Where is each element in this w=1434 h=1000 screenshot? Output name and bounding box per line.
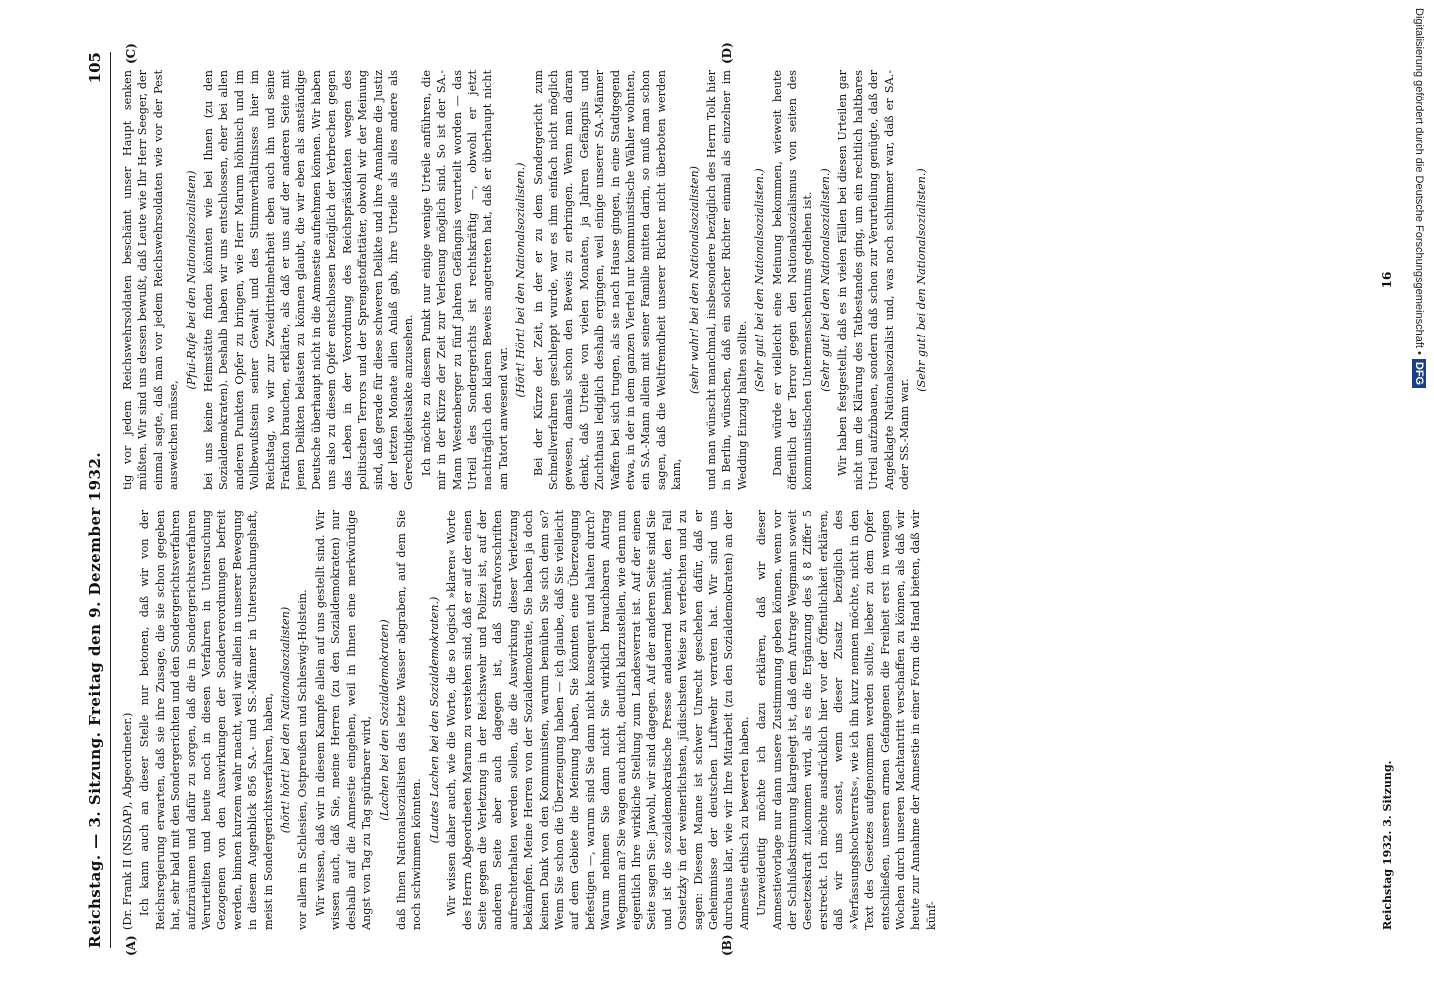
margin-letter-b: (B): [720, 934, 734, 956]
margin-letter-d: (D): [720, 42, 734, 64]
scanned-page: [80, 40, 1410, 960]
paragraph: und man wünscht manchmal, insbesondere bezüglich des Herrn Tolk hier in Berlin, wünschen, daß ein solcher Richter einmal als einzelner im Wedding Einzug halten sollte.: [705, 70, 749, 490]
interjection: (Lachen bei den Sozialdemokraten): [377, 619, 391, 821]
interjection: (Sehr gut! bei den Nationalsozialisten.): [818, 168, 832, 392]
paragraph: Dann würde er vielleicht eine Meinung bekommen, wieweit heute öffentlich der Terror gegen den Nationalsozialismus von seiten des kommunistischen Untermenschentums gediehen ist.: [770, 70, 815, 490]
page-number: 105: [86, 52, 104, 84]
interjection: (Sehr gut! bei den Nationalsozialisten.): [753, 168, 767, 392]
footer-signature: Reichstag 1932. 3. Sitzung.: [1381, 760, 1394, 930]
paragraph: Ich möchte zu diesem Punkt nur einige wenige Urteile anführen, die mir in der Kürze der Zeit zur Verlesung möglich sind. So ist der SA.-Mann Westenberger zu fünf Jahren Gefängnis verurteilt worden — das Urteil des Sondergerichts ist rechtskräftig —, obwohl er jetzt nachträglich den klaren Beweis angetreten hat, daß er überhaupt nicht am Tatort anwesend war.: [419, 70, 510, 490]
paragraph: Wir wissen daher auch, wie die Worte, die so logisch »klaren« Worte des Herrn Abgeordneten Marum zu verstehen sind, daß er auf der einen Seite gegen die Verletzung in der Reichswehr und Polizei ist, auf der anderen Seite aber auch dagegen ist, daß Strafvorschriften aufrechterhalten werden sollen, die die Auswirkung dieser Verletzung bekämpfen. Meine Herren von der Sozialdemokratie, Sie haben ja doch keinen Dank von den Kommunisten, warum bemühen Sie sich denn so? Wenn Sie schon die Überzeugung haben — ich glaube, daß Sie vielleicht auf dem Gebiete die Meinung haben, Sie könnten eine Überzeugung befestigen —, warum sind Sie dann nicht konsequent und halten durch? Warum nehmen Sie dann nicht Sie wirklich brauchbaren Antrag Wegmann an? Sie wagen auch nicht, deutlich klarzustellen, wie denn nun eigentlich Ihre wirkliche Stellung zum Landesverrat ist. Auf der einen Seite sagen Sie: Jawohl, wir sind dagegen. Auf der anderen Seite sind Sie und ist die sozialdemokratische Presse andauernd bemüht, den Fall Ossietzky in der weinerlichsten, jüdischsten Weise zu verfechten und zu sagen: Diesem Manne ist schwer Unrecht geschehen dafür, daß er Geheimnisse der deutschen Luftwehr verraten hat. Wir sind uns durchaus klar, wie wir Ihre Mitarbeit (zu den Sozialdemokraten) an der Amnestie ethisch zu bewerten haben.: [445, 510, 751, 930]
interjection: (Sehr gut! bei den Nationalsozialisten.): [915, 168, 929, 392]
paragraph: Wir wissen, daß wir in diesem Kampfe allein auf uns gestellt sind. Wir wissen auch, daß Sie, meine Herren (zu den Sozialdemokraten) nur deshalb auf die Amnestie eingehen, weil in Ihnen eine merkwürdige Angst von Tag zu Tag spürbarer wird,: [313, 510, 374, 930]
interjection: (Lautes Lachen bei den Sozialdemokraten.): [427, 596, 441, 844]
interjection: (sehr wahr! bei den Nationalsozialisten): [687, 165, 701, 395]
margin-letter-a: (A): [124, 935, 138, 956]
paragraph: Bei der Kürze der Zeit, in der er zu dem Sondergericht zum Schnellverfahren geschleppt wurde, war es ihm einfach nicht möglich gewesen, damals schon den Beweis zu erbringen. Wenn man daran denkt, daß Urteile von vielen Monaten, ja Jahren Gefängnis und Zuchthaus lediglich deshalb ergingen, weil einige unserer SA.-Männer Waffen bei sich trugen, als sie nach Hause gingen, in eine Stadtgegend etwa, in der in dem ganzen Viertel nur kommunistische Wähler wohnten, ein SA.-Mann allein mit seiner Familie mitten darin, so muß man schon sagen, daß die Weltfremdheit unserer Richter nicht überboten werden kann,: [531, 70, 684, 490]
running-head: Reichstag. — 3. Sitzung. Freitag den 9. Dezember 1932.: [86, 451, 104, 948]
interjection: (Hört! Hört! bei den Nationalsozialisten.): [514, 162, 528, 398]
paragraph: Wir haben festgestellt, daß es in vielen Fällen bei diesen Urteilen gar nicht um die Klärung des Tatbestandes ging, um ein rechtlich haltbares Urteil aufzubauen, sondern daß schon zur Verurteilung genügte, daß der Angeklagte Nationalsozialist und, was noch schlimmer war, daß er SA.- oder SS.-Mann war.: [836, 70, 911, 490]
paragraph: tig vor jedem Reichswehrsoldaten beschämt unser Haupt senken müßten. Wir sind uns dessen bewußt, daß Leute wie Ihr Herr Seeger, der einmal sagte, daß man vor jedem Reichswehrsoldaten wie vor der Pest ausweichen müsse,: [121, 70, 181, 490]
digitization-credit: [1410, 8, 1428, 993]
page-sheet: [80, 40, 1410, 960]
paragraph: daß Ihnen Nationalsozialisten das letzte Wasser abgraben, auf dem Sie noch schwimmen könnten.: [394, 510, 424, 930]
left-column: [120, 510, 1370, 930]
paragraph: Unzweideutig möchte ich dazu erklären, daß wir dieser Amnestievorlage nur dann unsere Zustimmung geben können, wenn vor der Schlußabstimmung klargelegt ist, daß dem Antrage Wegmann soweit Gesetzeskraft zukommen wird, als es die Ergänzung des § 8 Ziffer 5 erstreckt. Ich möchte ausdrücklich hier vor der Öffentlichkeit erklären, daß wir uns sonst, wenn dieser Zusatz bezüglich des »Verfassungshochverrats«, wie ich ihn kurz nennen möchte, nicht in den Text des Gesetzes aufgenommen werden sollte, lieber zu dem Opfer entschließen, unseren armen Gefangenen die Freiheit erst in wenigen Wochen durch unseren Machtantritt verschaffen zu können, als daß wir heute zur Annahme der Amnestie in einer Form die Hand bieten, daß wir künf-: [755, 510, 938, 930]
paragraph: vor allem in Schlesien, Ostpreußen und Schleswig-Holstein.: [296, 589, 310, 930]
signature-mark: 16: [1380, 271, 1394, 289]
dfg-logo: DFG: [1412, 359, 1426, 388]
margin-letter-c: (C): [124, 43, 138, 64]
right-column: [120, 70, 1370, 490]
page-header: [80, 52, 111, 948]
interjection: (hört! hört! bei den Nationalsozialisten): [279, 606, 293, 834]
interjection: (Pfui-Rufe bei den Nationalsozialisten): [184, 170, 198, 390]
credit-text: Digitalisierung gefördert durch die Deutsche Forschungsgemeinschaft •: [1413, 8, 1425, 355]
paragraph: (Dr. Frank II (NSDAP), Abgeordneter.): [121, 712, 134, 930]
paragraph: Ich kann auch an dieser Stelle nur betonen, daß wir von der Reichsregierung erwarten, daß sie ihre Zusage, die sie schon gegeben hat, sehr bald mit den Sondergerichten und den Sondergerichtsverfahren aufzuräumen und dafür zu sorgen, daß die in Sondergerichtsverfahren Verurteilten und heute noch in diesen Verfahren in Untersuchung Gezogenen von den Auswirkungen der Sonderverordnungen befreit werden, binnen kurzem wahr macht, weil wir allein in unserer Bewegung in diesem Augenblick 856 SA.- und SS.-Männer in Untersuchungshaft, meist in Sondergerichtsverfahren, haben,: [138, 510, 275, 930]
paragraph: bei uns keine Heimstätte finden könnten wie bei Ihnen (zu den Sozialdemokraten). Deshalb haben wir uns entschlossen, eher bei allen anderen Punkten Opfer zu bringen, wie Herr Marum höhnisch und im Vollbewußtsein seiner Gewalt und des Stimmverhältnisses hier im Reichstag, wo wir zur Zweidrittelmehrheit eben auch ihn und seine Fraktion brauchen, erklärte, als daß er uns auf der anderen Seite mit jenen Delikten belasten zu können glaubt, die wir eben als anständige Deutsche überhaupt nicht in die Amnestie aufnehmen können. Wir haben uns also zu diesem Opfer entschlossen bezüglich der Verbrechen gegen das Leben in der Verordnung des Reichspräsidenten wegen des politischen Terrors und der Sprengstoffattäter, obwohl wir der Meinung sind, daß gerade für diese schweren Delikte und ihre Annahme die Justiz der letzten Monate allen Anlaß gab, ihre Urteile als alles andere als Gerechtigkeitsakte anzusehen.: [202, 70, 416, 490]
